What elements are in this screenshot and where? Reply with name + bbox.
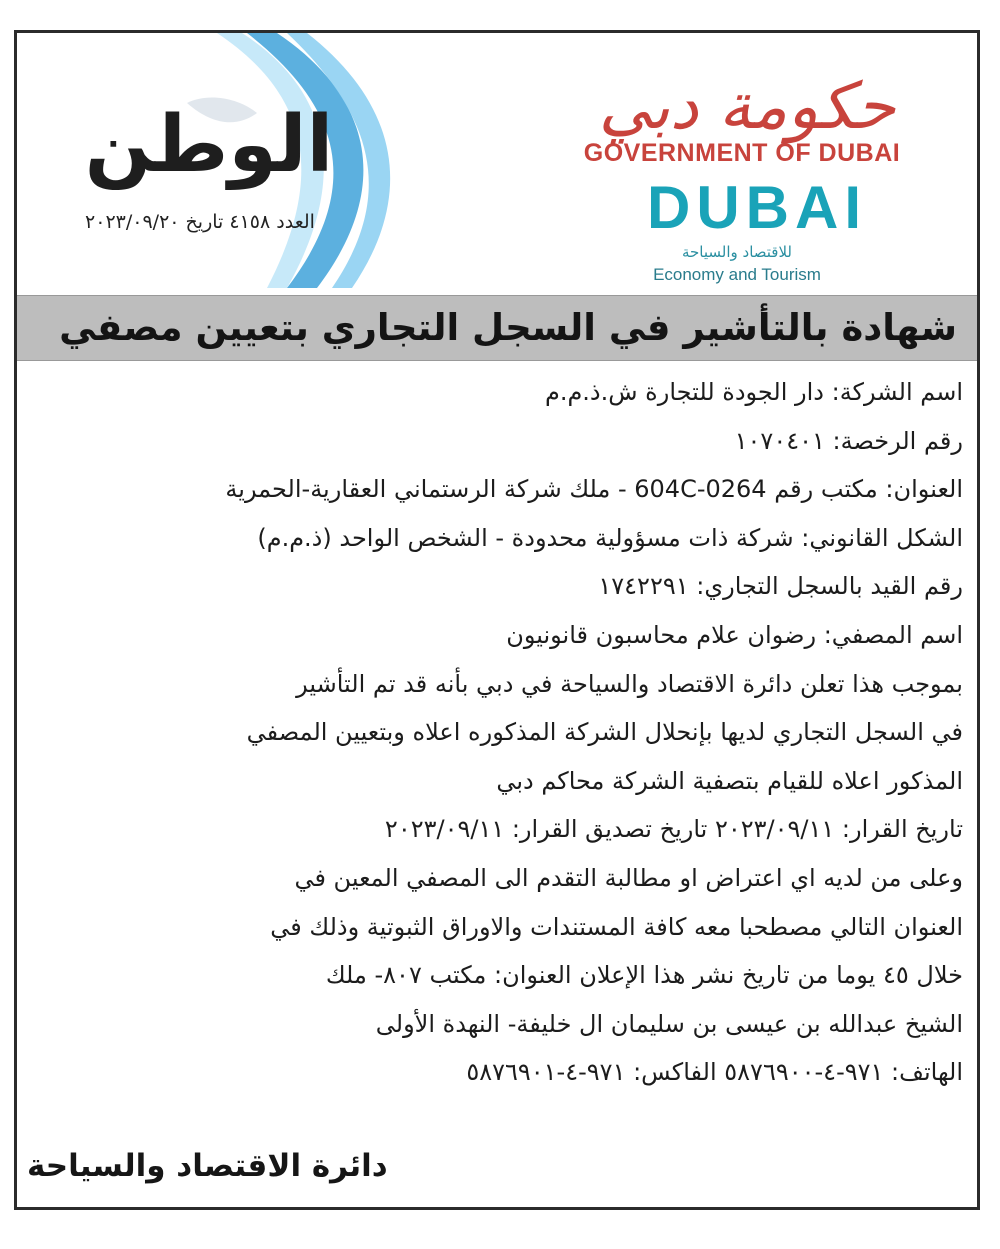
issue-number-date: العدد ٤١٥٨ تاريخ ٢٠٢٣/٠٩/٢٠ xyxy=(85,211,315,233)
company-name-line: اسم الشركة: دار الجودة للتجارة ش.ذ.م.م xyxy=(544,378,963,406)
government-logo-english: GOVERNMENT OF DUBAI xyxy=(583,139,901,167)
ad-frame xyxy=(14,30,980,1210)
department-name-english: Economy and Tourism xyxy=(653,265,821,284)
government-logo-arabic: حكومة دبي xyxy=(598,70,896,144)
dubai-brand-logo: DUBAI xyxy=(647,174,867,241)
registry-number-line: رقم القيد بالسجل التجاري: ١٧٤٢٢٩١ xyxy=(598,572,963,601)
notice-title: شهادة بالتأشير في السجل التجاري بتعيين مصفي xyxy=(59,306,957,349)
header xyxy=(17,33,977,288)
title-bar xyxy=(17,295,977,361)
notice-body xyxy=(23,368,963,1097)
issuing-department-signature: دائرة الاقتصاد والسياحة xyxy=(27,1148,388,1184)
notice-paragraph-line: بموجب هذا تعلن دائرة الاقتصاد والسياحة في دبي بأنه قد تم التأشير xyxy=(296,669,963,698)
legal-form-line: الشكل القانوني: شركة ذات مسؤولية محدودة - الشخص الواحد (ذ.م.م) xyxy=(257,523,963,552)
contact-phone-fax-line: الهاتف: ٩٧١-٤-٥٨٧٦٩٠٠ الفاكس: ٩٧١-٤-٥٨٧٦٩٠١ xyxy=(466,1058,963,1087)
newspaper-name: الوطن xyxy=(84,100,334,190)
notice-paragraph-line: في السجل التجاري لديها بإنحلال الشركة المذكوره اعلاه وبتعيين المصفي xyxy=(246,718,963,747)
license-number-line: رقم الرخصة: ١٠٧٠٤٠١ xyxy=(734,426,963,455)
decision-dates-line: تاريخ القرار: ٢٠٢٣/٠٩/١١ تاريخ تصديق القرار: ٢٠٢٣/٠٩/١١ xyxy=(384,815,963,844)
objection-paragraph-line: الشيخ عبدالله بن عيسى بن سليمان ال خليفة- النهدة الأولى xyxy=(375,1009,963,1038)
address-line: العنوان: مكتب رقم 604C-0264 - ملك شركة الرستماني العقارية-الحمرية xyxy=(225,475,963,504)
liquidator-name-line: اسم المصفي: رضوان علام محاسبون قانونيون xyxy=(506,620,963,649)
objection-paragraph-line: العنوان التالي مصطحبا معه كافة المستندات والاوراق الثبوتية وذلك في xyxy=(270,912,963,941)
objection-paragraph-line: خلال ٤٥ يوما من تاريخ نشر هذا الإعلان العنوان: مكتب ٨٠٧- ملك xyxy=(325,961,963,990)
notice-paragraph-line: المذكور اعلاه للقيام بتصفية الشركة محاكم دبي xyxy=(496,766,963,795)
department-name-arabic: للاقتصاد والسياحة xyxy=(681,243,793,261)
objection-paragraph-line: وعلى من لديه اي اعتراض او مطالبة التقدم الى المصفي المعين في xyxy=(294,863,963,892)
